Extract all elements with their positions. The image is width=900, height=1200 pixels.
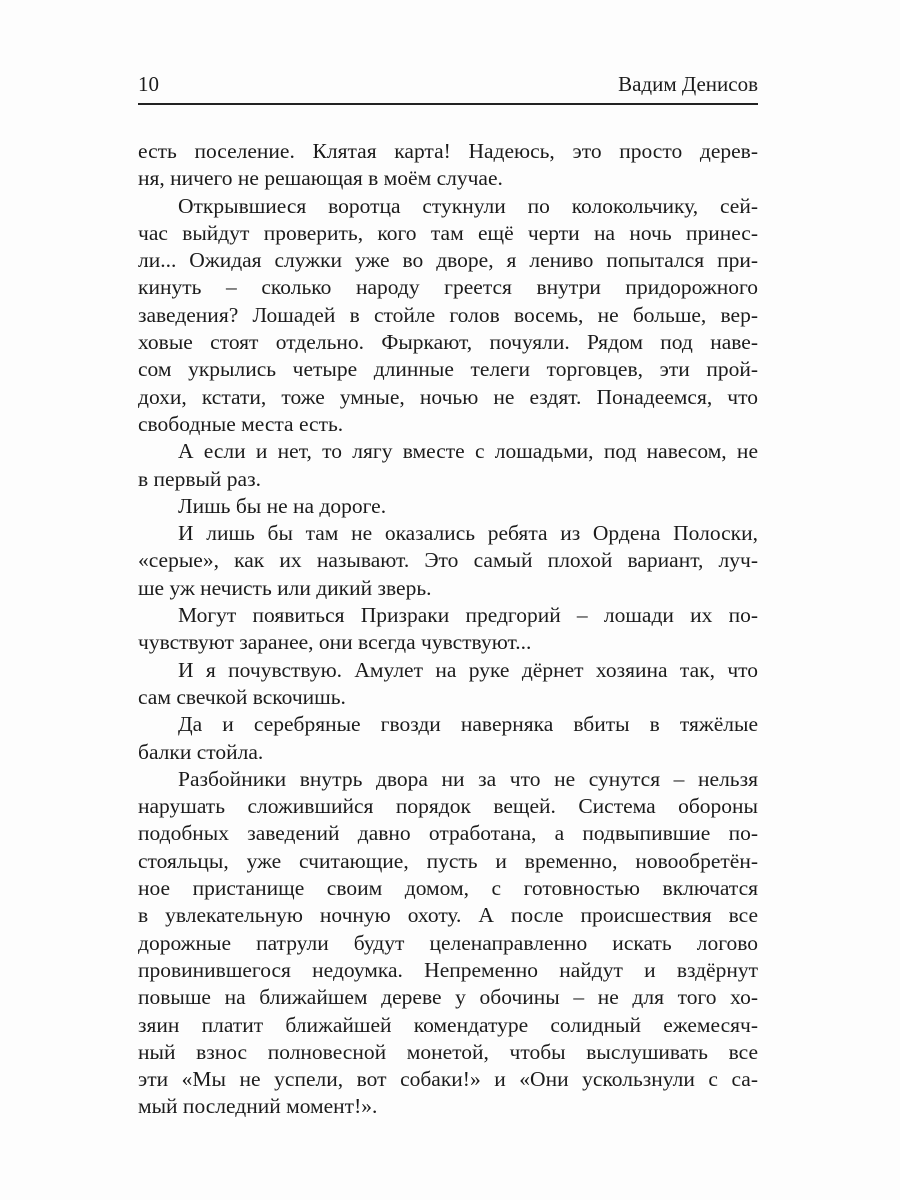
text-line: есть поселение. Клятая карта! Надеюсь, это просто дерев- (138, 139, 758, 163)
text-line: дорожные патрули будут целенаправленно искать логово (138, 930, 758, 955)
text-line: кинуть – сколько народу греется внутри придорожного (138, 275, 758, 300)
text-line: сом укрылись четыре длинные телеги торговцев, эти прой- (138, 357, 758, 382)
text-line: чувствуют заранее, они всегда чувствуют... (138, 630, 532, 655)
text-line: в увлекательную ночную охоту. А после происшествия все (138, 903, 758, 928)
page-body (138, 138, 758, 1121)
text-line: подобных заведений давно отработана, а подвыпившие по- (138, 821, 758, 846)
text-line: зяин платит ближайшей комендатуре солидный ежемесяч- (138, 1012, 758, 1037)
author-name: Вадим Денисов (618, 72, 758, 96)
text-line: час выйдут проверить, кого там ещё черти на ночь принес- (138, 220, 758, 245)
text-line: Разбойники внутрь двора ни за что не сунутся – нельзя (178, 766, 758, 791)
text-line: эти «Мы не успели, вот собаки!» и «Они ускользнули с са- (138, 1067, 758, 1092)
text-line: И я почувствую. Амулет на руке дёрнет хозяина так, что (178, 657, 758, 682)
text-line: сам свечкой вскочишь. (138, 684, 346, 709)
text-line: А если и нет, то лягу вместе с лошадьми, под навесом, не (178, 439, 758, 464)
text-line: в первый раз. (138, 466, 261, 491)
text-line: стояльцы, уже считающие, пусть и временно, новообретён- (138, 848, 758, 873)
text-line: Открывшиеся воротца стукнули по колокольчику, сей- (178, 193, 758, 218)
text-line: ли... Ожидая служки уже во дворе, я лениво попытался при- (138, 248, 758, 273)
text-line: «серые», как их называют. Это самый плохой вариант, луч- (138, 548, 758, 573)
text-line: Лишь бы не на дороге. (178, 493, 387, 518)
text-line: балки стойла. (138, 739, 264, 764)
text-line: заведения? Лошадей в стойле голов восемь, не больше, вер- (138, 302, 758, 327)
page-number: 10 (138, 72, 159, 96)
text-line: ное пристанище своим домом, с готовностью включатся (138, 876, 758, 901)
header-rule (138, 103, 758, 105)
text-line: ше уж нечисть или дикий зверь. (138, 575, 432, 600)
text-line: ный взнос полновесной монетой, чтобы выслушивать все (138, 1039, 758, 1064)
text-line: Могут появиться Призраки предгорий – лошади их по- (178, 603, 758, 628)
text-line: повыше на ближайшем дереве у обочины – не для того хо- (138, 985, 758, 1010)
text-line: ня, ничего не решающая в моём случае. (138, 166, 503, 191)
text-line: провинившегося недоумка. Непременно найдут и вздёрнут (138, 957, 758, 982)
page-header (138, 72, 758, 96)
text-line: И лишь бы там не оказались ребята из Ордена Полоски, (178, 521, 758, 546)
text-line: свободные места есть. (138, 411, 344, 436)
text-line: дохи, кстати, тоже умные, ночью не ездят. Понадеемся, что (138, 384, 758, 409)
text-line: нарушать сложившийся порядок вещей. Система обороны (138, 794, 758, 819)
text-line: ховые стоят отдельно. Фыркают, почуяли. Рядом под наве- (138, 330, 758, 355)
text-line: мый последний момент!». (138, 1094, 378, 1119)
text-line: Да и серебряные гвозди наверняка вбиты в тяжёлые (178, 712, 758, 737)
